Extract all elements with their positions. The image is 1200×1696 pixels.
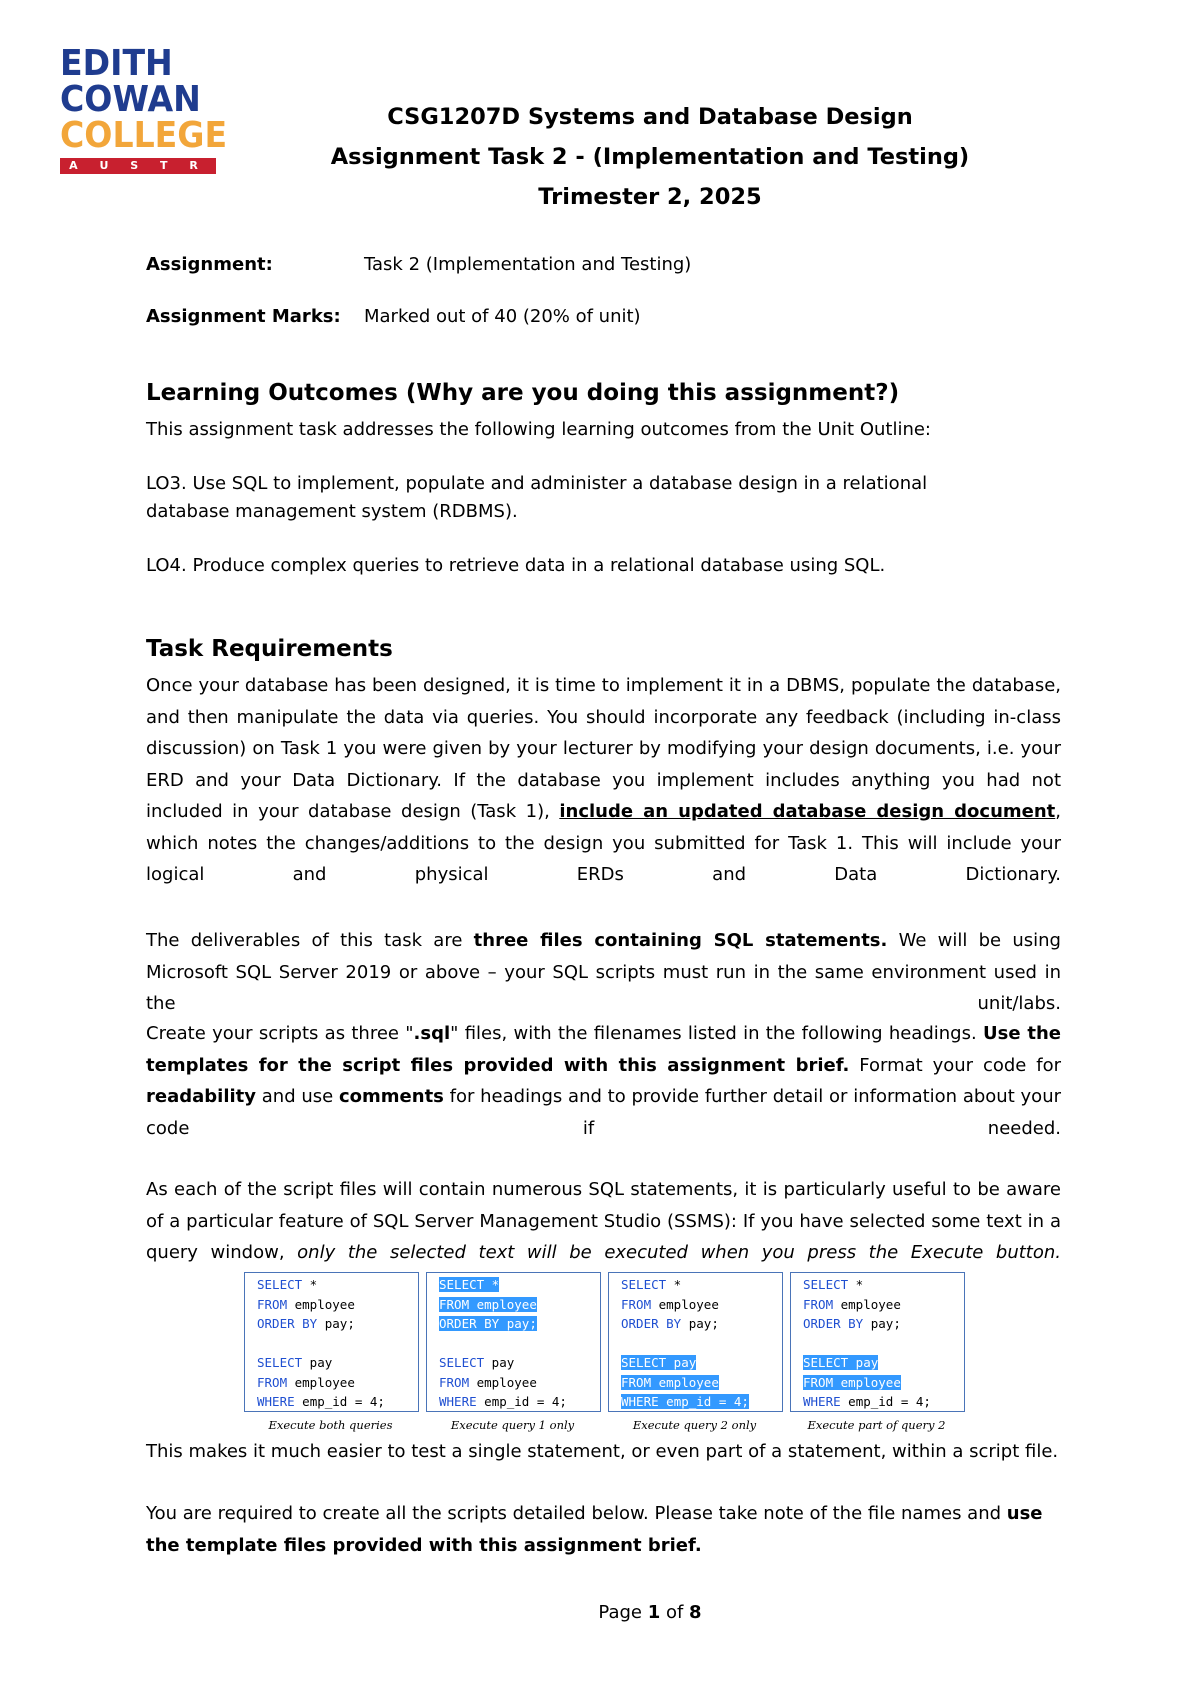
lo3-line1: LO3. Use SQL to implement, populate and administer a database design in a relational	[146, 473, 928, 494]
logo-line-college: COLLEGE	[60, 115, 228, 156]
marks-label: Assignment Marks:	[146, 306, 341, 327]
assignment-row	[146, 254, 691, 275]
task-paragraph-5: This makes it much easier to test a single statement, or even part of a statement, within a script file.	[146, 1441, 1059, 1462]
ssms-selection-examples	[244, 1272, 964, 1432]
assignment-label: Assignment:	[146, 254, 273, 275]
logo-line-cowan: COWAN	[60, 79, 201, 120]
marks-value: Marked out of 40 (20% of unit)	[364, 306, 641, 327]
learning-intro: This assignment task addresses the following learning outcomes from the Unit Outline:	[146, 419, 931, 440]
logo-line-australia: A U S T R A L I A	[60, 158, 216, 174]
sql-caption-2: Execute query 1 only	[450, 1418, 575, 1432]
assignment-value: Task 2 (Implementation and Testing)	[364, 254, 692, 275]
document-term: Trimester 2, 2025	[538, 184, 762, 210]
sql-caption-4: Execute part of query 2	[807, 1418, 946, 1432]
document-subtitle: Assignment Task 2 - (Implementation and Testing)	[330, 144, 970, 170]
logo-line-edith: EDITH	[60, 43, 173, 84]
task-paragraph-4: As each of the script files will contain numerous SQL statements, it is particularly useful to be aware of a particular feature of SQL Server Management Studio (SSMS): If you have selected some text in a query window, only the selected text will be executed when you press the Execute button.	[146, 1179, 1062, 1263]
task-paragraph-6: You are required to create all the scripts detailed below. Please take note of the file names and use the template files provided with this assignment brief.	[146, 1503, 1043, 1556]
sql-panel-partial: SELECT * FROM employee ORDER BY pay; SELECT pay FROM employee WHERE emp_id = 4;	[790, 1272, 965, 1412]
sql-panel-both: SELECT * FROM employee ORDER BY pay; SELECT pay FROM employee WHERE emp_id = 4;	[244, 1272, 419, 1412]
sql-panel-query2: SELECT * FROM employee ORDER BY pay; SELECT pay FROM employee WHERE emp_id = 4;	[608, 1272, 783, 1412]
page-number: Page 1 of 8	[598, 1602, 702, 1623]
lo3-line2: database management system (RDBMS).	[146, 501, 518, 522]
sql-panel-query1: SELECT * FROM employee ORDER BY pay; SELECT pay FROM employee WHERE emp_id = 4;	[426, 1272, 601, 1412]
task-paragraph-3: Create your scripts as three ".sql" files, with the filenames listed in the following headings. Use the templates for the script files provided with this assignment brief. Format your code for readability and use comments for headings and to provide further detail or information about your code if needed.	[146, 1023, 1062, 1139]
task-paragraph-1: Once your database has been designed, it is time to implement it in a DBMS, populate the database, and then manipulate the data via queries. You should incorporate any feedback (including in-class discussion) on Task 1 you were given by your lecturer by modifying your design documents, i.e. your ERD and your Data Dictionary. If the database you implement includes anything you had not included in your database design (Task 1), include an updated database design document, which notes the changes/additions to the design you submitted for Task 1. This will include your logical and physical ERDs and Data Dictionary.	[146, 675, 1062, 885]
document-title: CSG1207D Systems and Database Design	[387, 104, 913, 130]
task-paragraph-2: The deliverables of this task are three files containing SQL statements. We will be using Microsoft SQL Server 2019 or above – your SQL scripts must run in the same environment used in the unit/labs.	[146, 930, 1061, 1014]
updated-design-doc-emphasis: include an updated database design document	[559, 801, 1056, 822]
task-requirements-heading: Task Requirements	[146, 636, 393, 662]
sql-caption-3: Execute query 2 only	[632, 1418, 757, 1432]
sql-caption-1: Execute both queries	[268, 1418, 393, 1432]
learning-outcomes-heading: Learning Outcomes (Why are you doing this assignment?)	[146, 380, 900, 406]
lo4: LO4. Produce complex queries to retrieve data in a relational database using SQL.	[146, 555, 886, 576]
marks-row	[146, 306, 641, 327]
